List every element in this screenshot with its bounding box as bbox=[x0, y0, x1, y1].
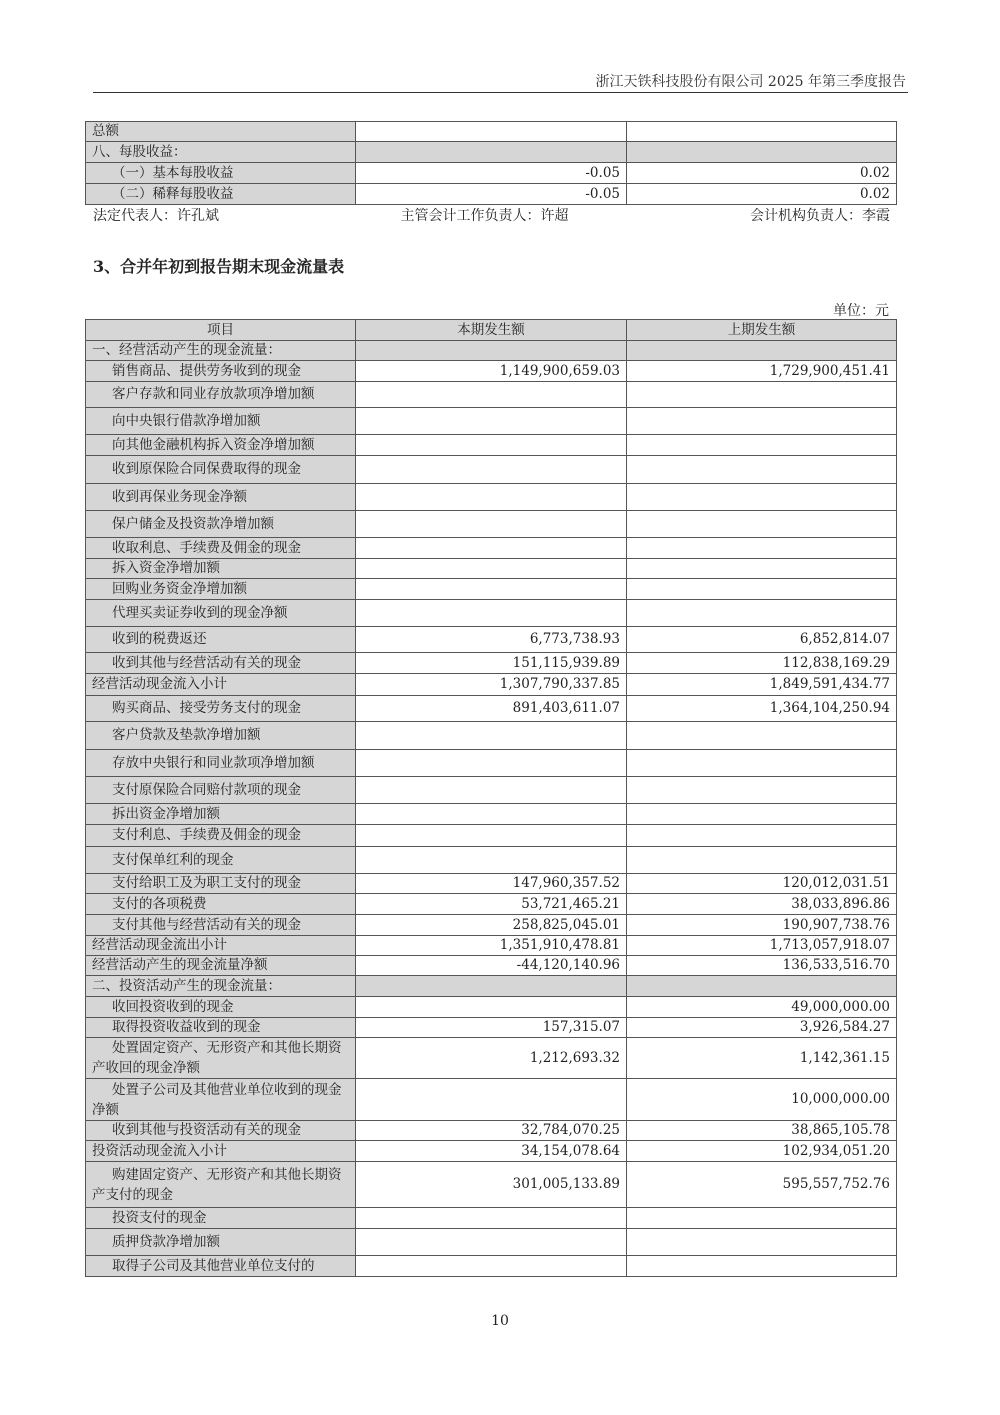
table-row bbox=[86, 1229, 897, 1256]
table-row bbox=[86, 1121, 897, 1141]
eps-table bbox=[85, 121, 897, 205]
row-label: 投资支付的现金 bbox=[86, 1208, 356, 1229]
table-row bbox=[86, 538, 897, 559]
table-row bbox=[86, 915, 897, 936]
table-row bbox=[86, 1079, 897, 1121]
current-period-value: -0.05 bbox=[356, 184, 627, 205]
row-label: 客户贷款及垫款净增加额 bbox=[86, 722, 356, 750]
accounting-head: 主管会计工作负责人：许超 bbox=[400, 208, 569, 224]
table-row bbox=[86, 341, 897, 361]
current-period-value bbox=[356, 559, 627, 579]
current-period-value: 891,403,611.07 bbox=[356, 696, 627, 722]
current-period-value bbox=[356, 600, 627, 627]
previous-period-value bbox=[627, 976, 897, 997]
current-period-value bbox=[356, 825, 627, 847]
previous-period-value: 38,033,896.86 bbox=[627, 894, 897, 915]
previous-period-value: 190,907,738.76 bbox=[627, 915, 897, 936]
row-label: 客户存款和同业存放款项净增加额 bbox=[86, 382, 356, 408]
previous-period-value: 0.02 bbox=[627, 163, 897, 184]
table-row bbox=[86, 142, 897, 163]
previous-period-value bbox=[627, 579, 897, 600]
table-row bbox=[86, 1038, 897, 1079]
previous-period-value bbox=[627, 435, 897, 456]
table-row bbox=[86, 435, 897, 456]
current-period-value: 1,307,790,337.85 bbox=[356, 674, 627, 696]
row-label: 支付给职工及为职工支付的现金 bbox=[86, 874, 356, 894]
row-label: 二、投资活动产生的现金流量： bbox=[86, 976, 356, 997]
previous-period-value bbox=[627, 1208, 897, 1229]
row-label: 收取利息、手续费及佣金的现金 bbox=[86, 538, 356, 559]
current-period-value bbox=[356, 435, 627, 456]
previous-period-value bbox=[627, 1229, 897, 1256]
row-label: 收到其他与投资活动有关的现金 bbox=[86, 1121, 356, 1141]
row-label: 投资活动现金流入小计 bbox=[86, 1141, 356, 1162]
row-label: 支付保单红利的现金 bbox=[86, 847, 356, 874]
current-period-value bbox=[356, 1079, 627, 1121]
row-label: 购建固定资产、无形资产和其他长期资产支付的现金 bbox=[86, 1162, 356, 1208]
table-row bbox=[86, 750, 897, 777]
report-header-title: 浙江天铁科技股份有限公司 2025 年第三季度报告 bbox=[595, 74, 906, 90]
previous-period-value: 3,926,584.27 bbox=[627, 1018, 897, 1038]
previous-period-value bbox=[627, 847, 897, 874]
previous-period-value bbox=[627, 722, 897, 750]
current-period-value bbox=[356, 538, 627, 559]
previous-period-value: 1,713,057,918.07 bbox=[627, 936, 897, 956]
row-label: （二）稀释每股收益 bbox=[86, 184, 356, 205]
current-period-value: 147,960,357.52 bbox=[356, 874, 627, 894]
current-period-value bbox=[356, 341, 627, 361]
table-row bbox=[86, 874, 897, 894]
accounting-org-head: 会计机构负责人：李霞 bbox=[750, 208, 890, 224]
row-label: 收回投资收到的现金 bbox=[86, 997, 356, 1018]
signers-line bbox=[93, 205, 890, 225]
previous-period-value: 595,557,752.76 bbox=[627, 1162, 897, 1208]
row-label: 质押贷款净增加额 bbox=[86, 1229, 356, 1256]
table-row bbox=[86, 804, 897, 825]
table-row bbox=[86, 956, 897, 976]
current-period-value: 1,212,693.32 bbox=[356, 1038, 627, 1079]
current-period-value bbox=[356, 382, 627, 408]
table-row bbox=[86, 847, 897, 874]
table-row bbox=[86, 997, 897, 1018]
current-period-value: 32,784,070.25 bbox=[356, 1121, 627, 1141]
table-row bbox=[86, 894, 897, 915]
row-label: 经营活动现金流入小计 bbox=[86, 674, 356, 696]
row-label: 取得子公司及其他营业单位支付的 bbox=[86, 1256, 356, 1277]
header-divider bbox=[93, 92, 908, 93]
previous-period-value bbox=[627, 511, 897, 538]
current-period-value bbox=[356, 1229, 627, 1256]
current-period-value: 151,115,939.89 bbox=[356, 653, 627, 674]
row-label: 处置子公司及其他营业单位收到的现金净额 bbox=[86, 1079, 356, 1121]
row-label: 收到再保业务现金净额 bbox=[86, 484, 356, 511]
current-period-value bbox=[356, 750, 627, 777]
previous-period-value bbox=[627, 750, 897, 777]
table-row bbox=[86, 579, 897, 600]
table-row bbox=[86, 408, 897, 435]
previous-period-value: 1,849,591,434.77 bbox=[627, 674, 897, 696]
table-row bbox=[86, 653, 897, 674]
table-row bbox=[86, 936, 897, 956]
previous-period-value bbox=[627, 538, 897, 559]
table-row bbox=[86, 511, 897, 538]
previous-period-value bbox=[627, 456, 897, 484]
previous-period-value bbox=[627, 1256, 897, 1277]
table-row bbox=[86, 1162, 897, 1208]
previous-period-value bbox=[627, 484, 897, 511]
table-row bbox=[86, 825, 897, 847]
previous-period-value bbox=[627, 804, 897, 825]
previous-period-value: 0.02 bbox=[627, 184, 897, 205]
previous-period-value: 10,000,000.00 bbox=[627, 1079, 897, 1121]
current-period-value bbox=[356, 456, 627, 484]
row-label: 收到原保险合同保费取得的现金 bbox=[86, 456, 356, 484]
table-row bbox=[86, 627, 897, 653]
table-row bbox=[86, 484, 897, 511]
row-label: 存放中央银行和同业款项净增加额 bbox=[86, 750, 356, 777]
current-period-value: 53,721,465.21 bbox=[356, 894, 627, 915]
current-period-value: 34,154,078.64 bbox=[356, 1141, 627, 1162]
current-period-value bbox=[356, 722, 627, 750]
row-label: 支付原保险合同赔付款项的现金 bbox=[86, 777, 356, 804]
row-label: 回购业务资金净增加额 bbox=[86, 579, 356, 600]
table-row bbox=[86, 163, 897, 184]
previous-period-value bbox=[627, 382, 897, 408]
table-row bbox=[86, 122, 897, 142]
previous-period-value: 49,000,000.00 bbox=[627, 997, 897, 1018]
table-row bbox=[86, 1208, 897, 1229]
current-period-value bbox=[356, 997, 627, 1018]
current-period-value bbox=[356, 847, 627, 874]
table-row bbox=[86, 722, 897, 750]
previous-period-value bbox=[627, 600, 897, 627]
row-label: 收到其他与经营活动有关的现金 bbox=[86, 653, 356, 674]
previous-period-value bbox=[627, 777, 897, 804]
row-label: 向其他金融机构拆入资金净增加额 bbox=[86, 435, 356, 456]
header-item: 项目 bbox=[86, 320, 356, 341]
current-period-value bbox=[356, 579, 627, 600]
current-period-value bbox=[356, 1256, 627, 1277]
previous-period-value bbox=[627, 142, 897, 163]
current-period-value bbox=[356, 142, 627, 163]
current-period-value: 1,149,900,659.03 bbox=[356, 361, 627, 382]
row-label: 拆出资金净增加额 bbox=[86, 804, 356, 825]
current-period-value: -44,120,140.96 bbox=[356, 956, 627, 976]
current-period-value bbox=[356, 1208, 627, 1229]
table-row bbox=[86, 976, 897, 997]
previous-period-value: 1,729,900,451.41 bbox=[627, 361, 897, 382]
current-period-value: 301,005,133.89 bbox=[356, 1162, 627, 1208]
row-label: 购买商品、接受劳务支付的现金 bbox=[86, 696, 356, 722]
table-row bbox=[86, 674, 897, 696]
current-period-value: 258,825,045.01 bbox=[356, 915, 627, 936]
previous-period-value: 112,838,169.29 bbox=[627, 653, 897, 674]
previous-period-value: 38,865,105.78 bbox=[627, 1121, 897, 1141]
row-label: 拆入资金净增加额 bbox=[86, 559, 356, 579]
table-row bbox=[86, 777, 897, 804]
legal-representative: 法定代表人：许孔斌 bbox=[93, 208, 219, 224]
previous-period-value: 1,364,104,250.94 bbox=[627, 696, 897, 722]
row-label: 代理买卖证券收到的现金净额 bbox=[86, 600, 356, 627]
current-period-value bbox=[356, 777, 627, 804]
table-row bbox=[86, 382, 897, 408]
table-row bbox=[86, 696, 897, 722]
row-label: 一、经营活动产生的现金流量： bbox=[86, 341, 356, 361]
current-period-value bbox=[356, 511, 627, 538]
previous-period-value: 120,012,031.51 bbox=[627, 874, 897, 894]
table-row bbox=[86, 456, 897, 484]
table-row bbox=[86, 361, 897, 382]
current-period-value: 1,351,910,478.81 bbox=[356, 936, 627, 956]
current-period-value bbox=[356, 976, 627, 997]
table-row bbox=[86, 1141, 897, 1162]
row-label: 八、每股收益： bbox=[86, 142, 356, 163]
current-period-value: -0.05 bbox=[356, 163, 627, 184]
table-header-row bbox=[86, 320, 897, 341]
row-label: 支付的各项税费 bbox=[86, 894, 356, 915]
unit-label: 单位：元 bbox=[833, 303, 889, 319]
current-period-value bbox=[356, 804, 627, 825]
row-label: 保户储金及投资款净增加额 bbox=[86, 511, 356, 538]
page-number: 10 bbox=[491, 1313, 509, 1329]
row-label: （一）基本每股收益 bbox=[86, 163, 356, 184]
previous-period-value: 102,934,051.20 bbox=[627, 1141, 897, 1162]
current-period-value bbox=[356, 408, 627, 435]
previous-period-value bbox=[627, 408, 897, 435]
previous-period-value bbox=[627, 341, 897, 361]
row-label: 经营活动产生的现金流量净额 bbox=[86, 956, 356, 976]
row-label: 支付其他与经营活动有关的现金 bbox=[86, 915, 356, 936]
previous-period-value bbox=[627, 825, 897, 847]
previous-period-value: 136,533,516.70 bbox=[627, 956, 897, 976]
table-row bbox=[86, 184, 897, 205]
row-label: 销售商品、提供劳务收到的现金 bbox=[86, 361, 356, 382]
current-period-value: 6,773,738.93 bbox=[356, 627, 627, 653]
row-label: 处置固定资产、无形资产和其他长期资产收回的现金净额 bbox=[86, 1038, 356, 1079]
table-row bbox=[86, 559, 897, 579]
current-period-value bbox=[356, 122, 627, 142]
header-previous-period: 上期发生额 bbox=[627, 320, 897, 341]
header-current-period: 本期发生额 bbox=[356, 320, 627, 341]
cashflow-table bbox=[85, 319, 897, 1277]
current-period-value: 157,315.07 bbox=[356, 1018, 627, 1038]
row-label: 收到的税费返还 bbox=[86, 627, 356, 653]
row-label: 经营活动现金流出小计 bbox=[86, 936, 356, 956]
previous-period-value bbox=[627, 559, 897, 579]
previous-period-value bbox=[627, 122, 897, 142]
table-row bbox=[86, 600, 897, 627]
current-period-value bbox=[356, 484, 627, 511]
previous-period-value: 6,852,814.07 bbox=[627, 627, 897, 653]
row-label: 取得投资收益收到的现金 bbox=[86, 1018, 356, 1038]
row-label: 向中央银行借款净增加额 bbox=[86, 408, 356, 435]
row-label: 支付利息、手续费及佣金的现金 bbox=[86, 825, 356, 847]
section-title: 3、合并年初到报告期末现金流量表 bbox=[93, 257, 345, 276]
row-label: 总额 bbox=[86, 122, 356, 142]
table-row bbox=[86, 1256, 897, 1277]
previous-period-value: 1,142,361.15 bbox=[627, 1038, 897, 1079]
table-row bbox=[86, 1018, 897, 1038]
